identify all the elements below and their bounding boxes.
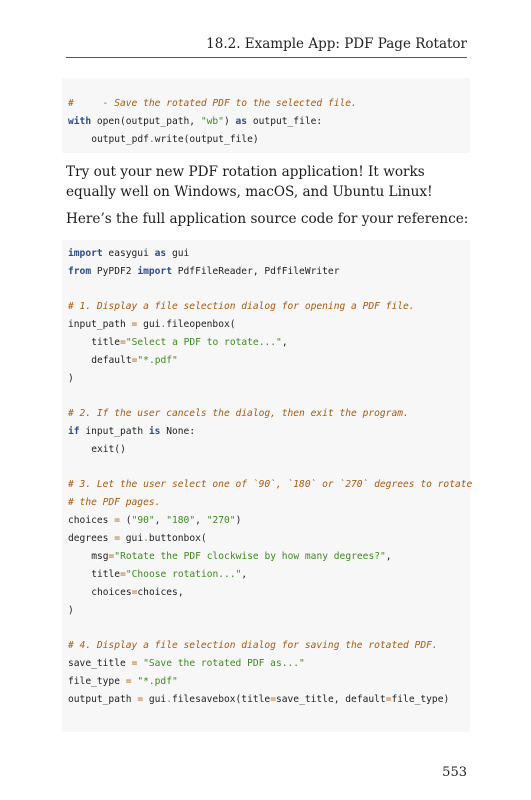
code-line: [91, 443, 126, 457]
code-token: open(output_path,: [91, 116, 201, 127]
code-token: =: [137, 694, 144, 705]
code-token: "Select a PDF to rotate...": [125, 337, 282, 348]
code-token: msg: [91, 551, 109, 562]
code-token: =: [270, 694, 276, 705]
code-line: [91, 354, 178, 368]
section-title: 18.2. Example App: PDF Page Rotator: [206, 36, 467, 52]
code-token: (: [120, 515, 132, 526]
code-line: [68, 407, 409, 421]
code-token: gui: [120, 533, 144, 544]
code-token: choices,: [137, 587, 184, 598]
code-line: [91, 133, 259, 147]
code-token: easygui: [102, 248, 155, 259]
code-token: fileopenbox(: [166, 319, 236, 330]
code-token: if: [68, 426, 80, 437]
code-token: # - Save the rotated PDF to the selected file.: [68, 98, 357, 109]
code-token: ): [68, 373, 74, 384]
code-token: .: [160, 319, 167, 330]
code-token: =: [120, 569, 126, 580]
code-token: ): [235, 515, 242, 526]
code-line: [91, 336, 287, 350]
code-line: [68, 693, 449, 707]
code-token: "Save the rotated PDF as...": [143, 658, 305, 669]
code-line: [68, 115, 322, 129]
code-token: filesavebox(title: [171, 694, 271, 705]
code-line: [68, 604, 74, 618]
code-token: # 4. Display a file selection dialog for saving the rotated PDF.: [68, 640, 438, 651]
code-token: =: [131, 355, 138, 366]
code-token: "Rotate the PDF clockwise by how many degrees?": [114, 551, 386, 562]
code-token: degrees: [68, 533, 115, 544]
code-block-save-snippet: [62, 78, 470, 153]
code-token: title: [91, 569, 121, 580]
code-token: "*.pdf": [137, 676, 178, 687]
code-token: gui: [166, 248, 190, 259]
code-token: .: [143, 533, 149, 544]
code-token: choices: [91, 587, 132, 598]
code-token: buttonbox(: [148, 533, 207, 544]
code-line: [68, 514, 241, 528]
code-token: choices: [68, 515, 115, 526]
code-token: default: [91, 355, 132, 366]
code-token: .: [148, 134, 155, 145]
code-token: =: [131, 319, 138, 330]
code-token: # the PDF pages.: [68, 497, 161, 508]
code-token: as: [154, 248, 167, 259]
code-line: [68, 318, 236, 332]
code-token: ,: [195, 515, 207, 526]
code-token: write(output_file): [154, 134, 259, 145]
code-token: "270": [206, 515, 236, 526]
code-token: .: [166, 694, 172, 705]
code-token: "90": [131, 515, 155, 526]
code-token: exit(): [91, 444, 126, 455]
code-line: [68, 247, 189, 261]
code-token: =: [131, 587, 138, 598]
code-block-full-source: [62, 240, 473, 732]
code-token: gui: [143, 694, 167, 705]
code-line: [68, 639, 438, 653]
code-line: [68, 300, 415, 314]
code-token: output_pdf: [91, 134, 149, 145]
code-line: [68, 675, 178, 689]
code-token: with: [68, 116, 92, 127]
code-token: # 1. Display a file selection dialog for opening a PDF file.: [68, 301, 415, 312]
code-token: save_title: [68, 658, 132, 669]
code-token: gui: [137, 319, 161, 330]
code-token: PdfFileReader, PdfFileWriter: [171, 266, 340, 277]
code-token: input_path: [79, 426, 149, 437]
code-token: None:: [160, 426, 196, 437]
code-line: [68, 478, 472, 492]
code-token: =: [125, 676, 132, 687]
code-token: PyPDF2: [91, 266, 138, 277]
code-token: output_path: [68, 694, 138, 705]
code-line: [68, 532, 207, 546]
code-token: "*.pdf": [137, 355, 178, 366]
code-line: [68, 425, 195, 439]
code-token: file_type: [68, 676, 126, 687]
code-token: ,: [385, 551, 392, 562]
code-token: ,: [281, 337, 288, 348]
code-line: [91, 586, 183, 600]
code-token: from: [68, 266, 92, 277]
code-line: [91, 568, 247, 582]
code-token: =: [108, 551, 115, 562]
code-token: output_file:: [247, 116, 323, 127]
code-token: import: [68, 248, 103, 259]
code-token: import: [137, 266, 172, 277]
code-token: title: [91, 337, 121, 348]
code-token: save_title, default: [275, 694, 386, 705]
code-line: [68, 97, 357, 111]
code-token: input_path: [68, 319, 132, 330]
code-token: "180": [166, 515, 196, 526]
code-line: [68, 372, 74, 386]
code-token: =: [120, 337, 126, 348]
code-token: "Choose rotation...": [125, 569, 242, 580]
code-line: [68, 265, 340, 279]
code-token: is: [148, 426, 161, 437]
code-line: [68, 657, 305, 671]
code-token: =: [114, 515, 120, 526]
code-line: [68, 496, 160, 510]
running-header: [66, 36, 467, 58]
code-token: # 2. If the user cancels the dialog, then exit the program.: [68, 408, 409, 419]
code-token: ,: [154, 515, 167, 526]
code-token: # 3. Let the user select one of `90`, `180` or `270` degrees to rotate: [68, 479, 473, 490]
code-token: ,: [241, 569, 248, 580]
code-token: "wb": [200, 116, 224, 127]
code-token: =: [114, 533, 120, 544]
code-line: [91, 550, 391, 564]
code-token: ): [223, 116, 236, 127]
paragraph-full-source: Here’s the full application source code for your reference:: [66, 211, 469, 227]
code-token: as: [235, 116, 248, 127]
page-number: 553: [442, 765, 467, 780]
code-token: =: [385, 694, 392, 705]
code-token: ): [68, 605, 74, 616]
code-token: =: [131, 658, 138, 669]
code-token: file_type): [391, 694, 450, 705]
paragraph-try-out: Try out your new PDF rotation application! It works equally well on Windows, macOS, and Ubuntu Linux!: [66, 164, 433, 200]
